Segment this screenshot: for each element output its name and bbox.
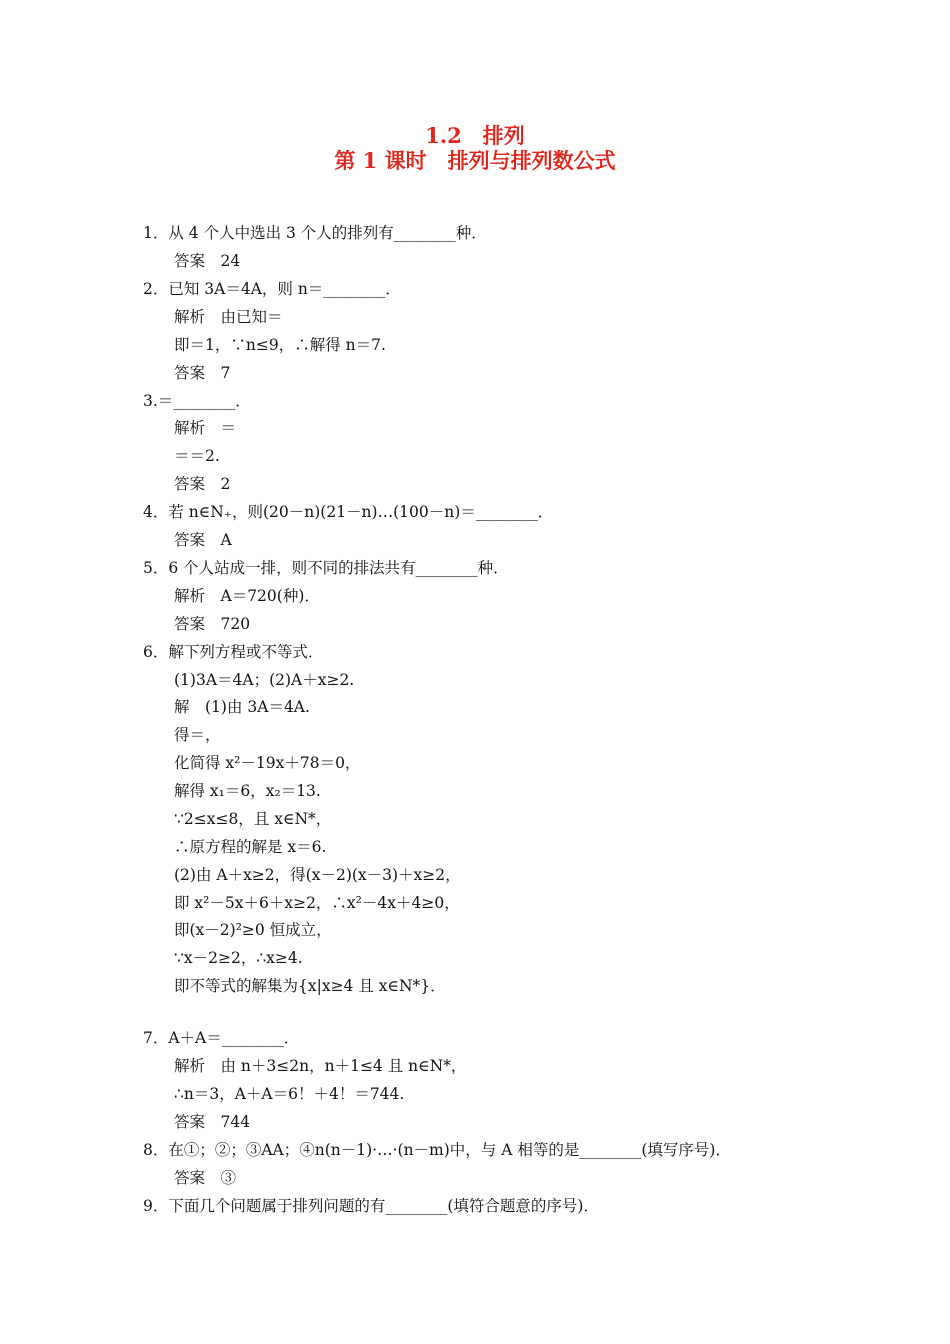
solution-6-line: 即(x－2)²≥0 恒成立， <box>174 921 332 939</box>
question-5: 5．6 个人站成一排，则不同的排法共有________种． <box>143 559 509 577</box>
solution-6-line: ∵x－2≥2，∴x≥4. <box>174 949 303 967</box>
question-6: 6．解下列方程或不等式． <box>143 643 324 661</box>
question-6-parts: (1)3A＝4A；(2)A＋x≥2. <box>174 671 355 689</box>
analysis-2: 解析 由已知＝ <box>174 308 283 326</box>
question-9: 9．下面几个问题属于排列问题的有________(填符合题意的序号)． <box>143 1197 599 1215</box>
analysis-5: 解析 A＝720(种)． <box>174 587 320 605</box>
question-7: 7．A＋A＝________． <box>143 1029 300 1047</box>
solution-6-line: ∴原方程的解是 x＝6. <box>174 838 327 856</box>
answer-5: 答案 720 <box>174 615 251 633</box>
solution-6-line: 得＝， <box>174 726 221 744</box>
analysis-3-line: ＝＝2. <box>174 447 220 465</box>
solution-6-line: (2)由 A＋x≥2，得(x－2)(x－3)＋x≥2， <box>174 866 461 884</box>
question-1: 1．从 4 个人中选出 3 个人的排列有________种． <box>143 224 487 242</box>
solution-6-line: ∵2≤x≤8，且 x∈N*， <box>174 810 332 828</box>
answer-8: 答案 ③ <box>174 1169 237 1187</box>
answer-3: 答案 2 <box>174 475 231 493</box>
answer-2: 答案 7 <box>174 364 231 382</box>
analysis-7-line: ∴n＝3，A＋A＝6！＋4！＝744. <box>174 1085 405 1103</box>
solution-6-line: 化简得 x²－19x＋78＝0， <box>174 754 361 772</box>
lesson-title: 第 1 课时 排列与排列数公式 <box>334 148 616 173</box>
section-title: 1.2 排列 <box>425 123 525 148</box>
question-4: 4．若 n∈N₊，则(20－n)(21－n)…(100－n)＝________． <box>143 503 554 521</box>
question-3: 3.＝________． <box>143 392 251 410</box>
answer-4: 答案 A <box>174 531 232 549</box>
question-8: 8．在①；②；③AA；④n(n－1)·…·(n－m)中，与 A 相等的是________(填写序号)． <box>143 1141 731 1159</box>
question-2: 2．已知 3A＝4A，则 n＝________． <box>143 280 401 298</box>
solution-6-line: 即 x²－5x＋6＋x≥2，∴x²－4x＋4≥0， <box>174 894 460 912</box>
solution-6-line: 即不等式的解集为{x|x≥4 且 x∈N*}． <box>174 977 446 995</box>
answer-7: 答案 744 <box>174 1113 251 1131</box>
solution-6: 解 (1)由 3A＝4A. <box>174 698 310 716</box>
answer-1: 答案 24 <box>174 252 241 270</box>
analysis-3: 解析 ＝ <box>174 419 237 437</box>
analysis-2-line: 即＝1，∵n≤9，∴解得 n＝7. <box>174 336 386 354</box>
solution-6-line: 解得 x₁＝6，x₂＝13. <box>174 782 321 800</box>
analysis-7: 解析 由 n＋3≤2n，n＋1≤4 且 n∈N*， <box>174 1057 467 1075</box>
